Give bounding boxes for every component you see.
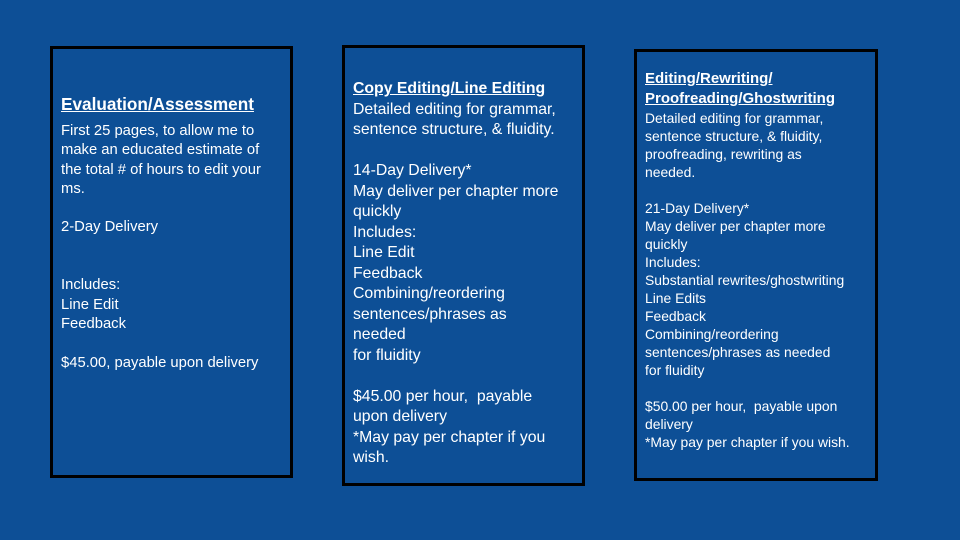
body-line xyxy=(353,141,576,162)
body-line: May deliver per chapter more xyxy=(645,218,826,234)
body-line: Detailed editing for grammar, xyxy=(645,110,824,126)
card-title xyxy=(61,93,284,115)
body-line: Includes: xyxy=(353,223,417,241)
body-line: First 25 pages, to allow me to xyxy=(61,123,255,139)
body-line xyxy=(61,334,284,353)
service-card-rewriting xyxy=(634,49,878,481)
card-content xyxy=(645,69,869,451)
body-line: ms. xyxy=(61,180,85,197)
body-line: Line Edit xyxy=(353,244,415,261)
body-line: wish. xyxy=(353,449,389,466)
body-line: upon delivery xyxy=(353,408,447,425)
body-line: sentences/phrases as xyxy=(353,305,507,323)
body-line: $45.00, payable upon delivery xyxy=(61,354,259,371)
body-line xyxy=(353,366,576,387)
body-line xyxy=(61,257,284,276)
service-card-evaluation xyxy=(50,46,293,478)
body-line: 21-Day Delivery* xyxy=(645,200,750,216)
body-line: Substantial rewrites/ghostwriting xyxy=(645,272,845,288)
body-line: 14-Day Delivery* xyxy=(353,162,472,179)
body-line: make an educated estimate of xyxy=(61,142,260,159)
body-line: Includes: xyxy=(645,254,701,270)
body-line: $45.00 per hour, payable xyxy=(353,387,533,405)
body-line: the total # of hours to edit your xyxy=(61,161,261,178)
service-card-copy-editing xyxy=(342,45,585,486)
body-line: for fluidity xyxy=(353,346,421,364)
card-title-line: Editing/Rewriting/ xyxy=(645,70,773,87)
body-line: needed. xyxy=(645,164,696,180)
body-line: *May pay per chapter if you wish. xyxy=(645,434,850,450)
body-line: $50.00 per hour, payable upon xyxy=(645,398,838,414)
body-line: Line Edits xyxy=(645,290,707,306)
body-line xyxy=(61,238,284,257)
body-line: proofreading, rewriting as xyxy=(645,146,802,162)
body-line: for fluidity xyxy=(645,362,705,378)
body-line: Combining/reordering xyxy=(645,326,779,342)
card-body xyxy=(353,100,576,469)
body-line: sentences/phrases as needed xyxy=(645,344,831,360)
body-line xyxy=(61,199,284,218)
card-title-line: Copy Editing/Line Editing xyxy=(353,80,546,97)
body-line xyxy=(645,181,869,199)
card-body xyxy=(645,109,869,451)
card-content xyxy=(353,79,576,469)
body-line: Detailed editing for grammar, xyxy=(353,100,556,118)
card-title xyxy=(353,79,576,100)
card-title xyxy=(645,69,869,109)
body-line: needed xyxy=(353,326,406,343)
body-line: delivery xyxy=(645,416,693,432)
body-line: Feedback xyxy=(61,315,126,332)
body-line: 2-Day Delivery xyxy=(61,219,159,236)
body-line: sentence structure, & fluidity, xyxy=(645,128,823,144)
body-line: Feedback xyxy=(353,264,423,282)
card-title-line: Evaluation/Assessment xyxy=(61,94,254,114)
body-line: quickly xyxy=(353,203,402,220)
card-content xyxy=(61,93,284,373)
card-body xyxy=(61,122,284,373)
card-title-line: Proofreading/Ghostwriting xyxy=(645,90,835,107)
body-line xyxy=(645,379,869,397)
body-line: Includes: xyxy=(61,277,121,294)
body-line: *May pay per chapter if you xyxy=(353,428,546,446)
body-line: quickly xyxy=(645,236,688,252)
body-line: sentence structure, & fluidity. xyxy=(353,121,555,138)
body-line: Combining/reordering xyxy=(353,285,505,302)
body-line: Line Edit xyxy=(61,296,119,313)
body-line: Feedback xyxy=(645,308,707,324)
body-line: May deliver per chapter more xyxy=(353,182,559,200)
